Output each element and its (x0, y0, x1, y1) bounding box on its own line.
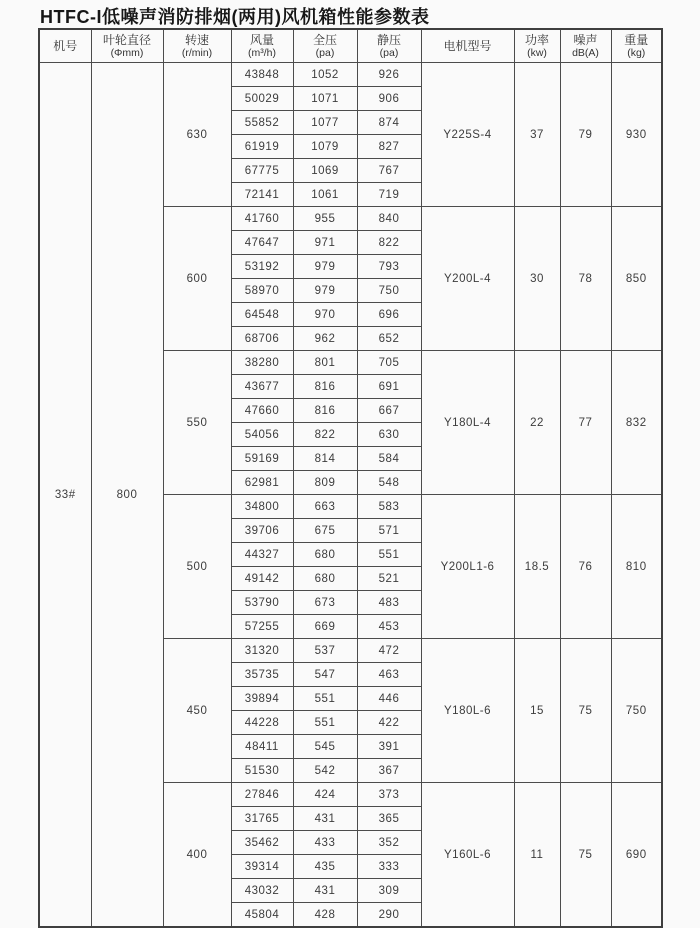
airflow-cell: 35735 (231, 663, 293, 687)
static-pressure-cell: 767 (357, 159, 421, 183)
airflow-cell: 47647 (231, 231, 293, 255)
total-pressure-cell: 547 (293, 663, 357, 687)
total-pressure-cell: 822 (293, 423, 357, 447)
total-pressure-cell: 970 (293, 303, 357, 327)
total-pressure-cell: 542 (293, 759, 357, 783)
airflow-cell: 55852 (231, 111, 293, 135)
total-pressure-cell: 669 (293, 615, 357, 639)
static-pressure-cell: 630 (357, 423, 421, 447)
static-pressure-cell: 290 (357, 903, 421, 928)
static-pressure-cell: 548 (357, 471, 421, 495)
header-label: 全压 (312, 33, 337, 47)
total-pressure-cell: 814 (293, 447, 357, 471)
page-title: HTFC-I低噪声消防排烟(两用)风机箱性能参数表 (40, 7, 430, 27)
airflow-cell: 68706 (231, 327, 293, 351)
weight-cell: 810 (611, 495, 662, 639)
table-header-row (39, 29, 662, 63)
header-cell-weight (611, 29, 662, 63)
static-pressure-cell: 652 (357, 327, 421, 351)
airflow-cell: 39894 (231, 687, 293, 711)
total-pressure-cell: 424 (293, 783, 357, 807)
static-pressure-cell: 391 (357, 735, 421, 759)
weight-cell: 832 (611, 351, 662, 495)
airflow-cell: 34800 (231, 495, 293, 519)
airflow-cell: 49142 (231, 567, 293, 591)
noise-cell: 79 (560, 63, 611, 207)
header-unit: dB(A) (572, 47, 599, 59)
static-pressure-cell: 926 (357, 63, 421, 87)
header-unit: (pa) (379, 47, 399, 59)
total-pressure-cell: 1061 (293, 183, 357, 207)
static-pressure-cell: 584 (357, 447, 421, 471)
speed-cell: 450 (163, 639, 231, 783)
airflow-cell: 35462 (231, 831, 293, 855)
static-pressure-cell: 463 (357, 663, 421, 687)
airflow-cell: 54056 (231, 423, 293, 447)
header-label: 风量 (249, 33, 274, 47)
total-pressure-cell: 801 (293, 351, 357, 375)
header-unit: (m³/h) (248, 47, 276, 59)
total-pressure-cell: 428 (293, 903, 357, 928)
static-pressure-cell: 750 (357, 279, 421, 303)
noise-cell: 77 (560, 351, 611, 495)
impeller-diameter-cell: 800 (91, 63, 163, 928)
static-pressure-cell: 571 (357, 519, 421, 543)
airflow-cell: 48411 (231, 735, 293, 759)
header-unit: (pa) (315, 47, 335, 59)
header-label: 噪声 (573, 33, 598, 47)
airflow-cell: 62981 (231, 471, 293, 495)
airflow-cell: 43032 (231, 879, 293, 903)
static-pressure-cell: 705 (357, 351, 421, 375)
airflow-cell: 38280 (231, 351, 293, 375)
power-cell: 30 (514, 207, 560, 351)
total-pressure-cell: 1079 (293, 135, 357, 159)
static-pressure-cell: 367 (357, 759, 421, 783)
total-pressure-cell: 680 (293, 567, 357, 591)
header-cell-impeller-diameter (91, 29, 163, 63)
airflow-cell: 64548 (231, 303, 293, 327)
airflow-cell: 72141 (231, 183, 293, 207)
airflow-cell: 45804 (231, 903, 293, 928)
total-pressure-cell: 816 (293, 399, 357, 423)
header-cell-speed (163, 29, 231, 63)
total-pressure-cell: 1052 (293, 63, 357, 87)
noise-cell: 76 (560, 495, 611, 639)
static-pressure-cell: 827 (357, 135, 421, 159)
header-cell-motor-model (421, 29, 514, 63)
weight-cell: 850 (611, 207, 662, 351)
header-cell-total-pressure (293, 29, 357, 63)
total-pressure-cell: 433 (293, 831, 357, 855)
airflow-cell: 47660 (231, 399, 293, 423)
static-pressure-cell: 551 (357, 543, 421, 567)
airflow-cell: 43848 (231, 63, 293, 87)
total-pressure-cell: 971 (293, 231, 357, 255)
header-label: 静压 (376, 33, 401, 47)
static-pressure-cell: 667 (357, 399, 421, 423)
airflow-cell: 51530 (231, 759, 293, 783)
static-pressure-cell: 453 (357, 615, 421, 639)
total-pressure-cell: 962 (293, 327, 357, 351)
static-pressure-cell: 309 (357, 879, 421, 903)
total-pressure-cell: 431 (293, 879, 357, 903)
airflow-cell: 31765 (231, 807, 293, 831)
static-pressure-cell: 422 (357, 711, 421, 735)
motor-model-cell: Y180L-6 (421, 639, 514, 783)
airflow-cell: 50029 (231, 87, 293, 111)
motor-model-cell: Y225S-4 (421, 63, 514, 207)
weight-cell: 750 (611, 639, 662, 783)
airflow-cell: 39706 (231, 519, 293, 543)
airflow-cell: 53192 (231, 255, 293, 279)
static-pressure-cell: 793 (357, 255, 421, 279)
power-cell: 11 (514, 783, 560, 928)
power-cell: 37 (514, 63, 560, 207)
header-cell-airflow (231, 29, 293, 63)
static-pressure-cell: 373 (357, 783, 421, 807)
airflow-cell: 39314 (231, 855, 293, 879)
power-cell: 18.5 (514, 495, 560, 639)
airflow-cell: 58970 (231, 279, 293, 303)
machine-no-cell: 33# (39, 63, 91, 928)
header-unit: (kg) (627, 47, 646, 59)
noise-cell: 75 (560, 783, 611, 928)
table-header (39, 29, 662, 63)
weight-cell: 930 (611, 63, 662, 207)
airflow-cell: 61919 (231, 135, 293, 159)
header-label: 转速 (184, 33, 209, 47)
header-label: 电机型号 (443, 39, 492, 53)
static-pressure-cell: 483 (357, 591, 421, 615)
header-unit: (kw) (527, 47, 547, 59)
total-pressure-cell: 435 (293, 855, 357, 879)
speed-cell: 600 (163, 207, 231, 351)
total-pressure-cell: 551 (293, 687, 357, 711)
table-row (39, 63, 662, 87)
static-pressure-cell: 696 (357, 303, 421, 327)
power-cell: 15 (514, 639, 560, 783)
static-pressure-cell: 691 (357, 375, 421, 399)
total-pressure-cell: 1069 (293, 159, 357, 183)
motor-model-cell: Y200L1-6 (421, 495, 514, 639)
total-pressure-cell: 673 (293, 591, 357, 615)
total-pressure-cell: 816 (293, 375, 357, 399)
static-pressure-cell: 719 (357, 183, 421, 207)
static-pressure-cell: 352 (357, 831, 421, 855)
airflow-cell: 27846 (231, 783, 293, 807)
total-pressure-cell: 680 (293, 543, 357, 567)
airflow-cell: 59169 (231, 447, 293, 471)
motor-model-cell: Y180L-4 (421, 351, 514, 495)
total-pressure-cell: 431 (293, 807, 357, 831)
airflow-cell: 44327 (231, 543, 293, 567)
total-pressure-cell: 955 (293, 207, 357, 231)
total-pressure-cell: 675 (293, 519, 357, 543)
airflow-cell: 53790 (231, 591, 293, 615)
header-label: 叶轮直径 (102, 33, 151, 47)
speed-cell: 630 (163, 63, 231, 207)
static-pressure-cell: 822 (357, 231, 421, 255)
total-pressure-cell: 551 (293, 711, 357, 735)
motor-model-cell: Y160L-6 (421, 783, 514, 928)
power-cell: 22 (514, 351, 560, 495)
static-pressure-cell: 472 (357, 639, 421, 663)
total-pressure-cell: 979 (293, 279, 357, 303)
total-pressure-cell: 663 (293, 495, 357, 519)
static-pressure-cell: 446 (357, 687, 421, 711)
speed-cell: 550 (163, 351, 231, 495)
header-label: 功率 (524, 33, 549, 47)
airflow-cell: 57255 (231, 615, 293, 639)
static-pressure-cell: 521 (357, 567, 421, 591)
header-unit: (r/min) (181, 47, 213, 59)
fan-performance-table (38, 28, 663, 928)
airflow-cell: 41760 (231, 207, 293, 231)
header-cell-power (514, 29, 560, 63)
noise-cell: 78 (560, 207, 611, 351)
header-cell-static-pressure (357, 29, 421, 63)
table-body (39, 63, 662, 928)
weight-cell: 690 (611, 783, 662, 928)
header-label: 重量 (624, 33, 649, 47)
noise-cell: 75 (560, 639, 611, 783)
static-pressure-cell: 840 (357, 207, 421, 231)
header-label: 机号 (53, 39, 78, 53)
header-cell-noise (560, 29, 611, 63)
airflow-cell: 67775 (231, 159, 293, 183)
header-unit: (Φmm) (110, 47, 144, 59)
total-pressure-cell: 545 (293, 735, 357, 759)
speed-cell: 400 (163, 783, 231, 928)
motor-model-cell: Y200L-4 (421, 207, 514, 351)
total-pressure-cell: 537 (293, 639, 357, 663)
airflow-cell: 31320 (231, 639, 293, 663)
static-pressure-cell: 583 (357, 495, 421, 519)
static-pressure-cell: 874 (357, 111, 421, 135)
total-pressure-cell: 979 (293, 255, 357, 279)
airflow-cell: 44228 (231, 711, 293, 735)
total-pressure-cell: 1071 (293, 87, 357, 111)
total-pressure-cell: 809 (293, 471, 357, 495)
airflow-cell: 43677 (231, 375, 293, 399)
static-pressure-cell: 906 (357, 87, 421, 111)
speed-cell: 500 (163, 495, 231, 639)
static-pressure-cell: 365 (357, 807, 421, 831)
total-pressure-cell: 1077 (293, 111, 357, 135)
static-pressure-cell: 333 (357, 855, 421, 879)
header-cell-machine-no (39, 29, 91, 63)
